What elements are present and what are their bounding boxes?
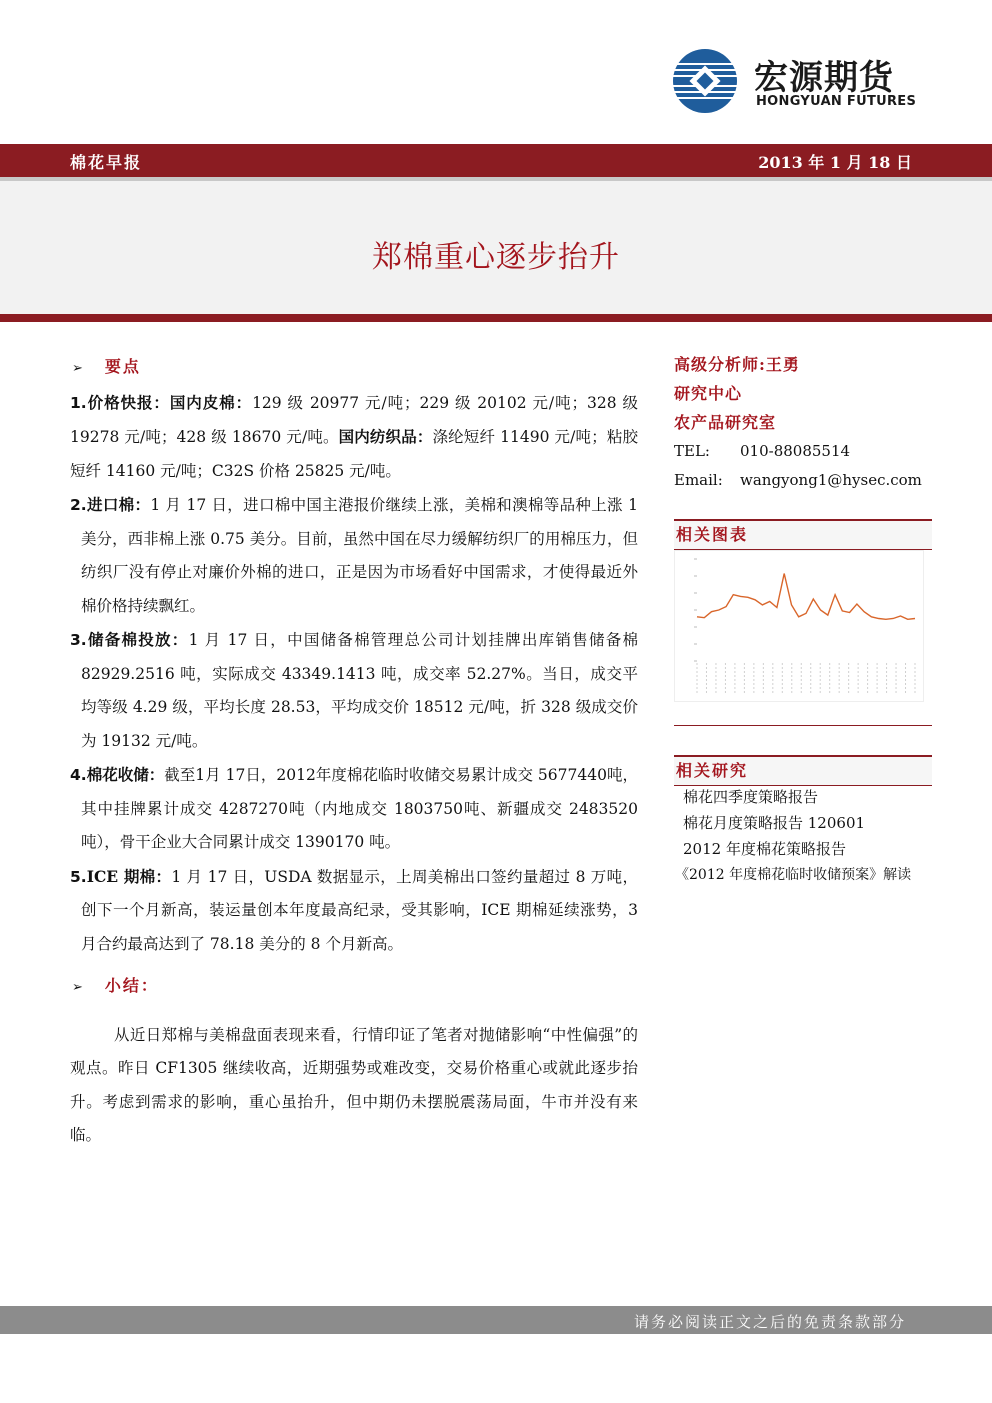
research-link[interactable]: 2012 年度棉花策略报告 bbox=[683, 840, 846, 858]
storage-item: 4.棉花收储：截至1月 17日，2012年度棉花临时收储交易累计成交 5677440吨，其中挂牌累计成交 4287270吨（内地成交 1803750吨、新疆成交 2483520吨），骨干企业大合同累计成交 1390170 吨。 bbox=[70, 765, 638, 851]
summary-heading: ➢ 小结： bbox=[72, 976, 159, 995]
arrow-bullet-icon: ➢ bbox=[72, 361, 85, 376]
logo-name-en: HONGYUAN FUTURES bbox=[756, 94, 917, 109]
research-link[interactable]: 棉花四季度策略报告 bbox=[683, 788, 819, 806]
report-date: 2013 年 1 月 18 日 bbox=[758, 153, 912, 172]
ice-item: 5.ICE 期棉：1 月 17 日，USDA 数据显示，上周美棉出口签约量超过 8 万吨，创下一个月新高，装运量创本年度最高纪录，受其影响，ICE 期棉延续涨势，3 月合约最高达到了 78.18 美分的 8 个月新高。 bbox=[70, 866, 638, 953]
analyst-name: 高级分析师:王勇 bbox=[674, 355, 800, 374]
tel-line: TEL: 010-88085514 bbox=[674, 442, 851, 460]
price-chart-svg bbox=[675, 551, 923, 701]
logo-emblem-icon bbox=[672, 48, 738, 114]
divider bbox=[674, 725, 932, 726]
page-title: 郑棉重心逐步抬升 bbox=[372, 240, 620, 275]
main-content bbox=[70, 350, 638, 1153]
research-list bbox=[675, 784, 933, 888]
arrow-bullet-icon: ➢ bbox=[72, 980, 85, 995]
series-line bbox=[697, 574, 915, 620]
email-link[interactable]: wangyong1@hysec.com bbox=[740, 471, 922, 489]
dept-agri: 农产品研究室 bbox=[674, 413, 777, 432]
disclaimer-note: 请务必阅读正文之后的免责条款部分 bbox=[633, 1313, 906, 1331]
company-logo bbox=[672, 48, 922, 114]
price-item: 1.价格快报：国内皮棉：129 级 20977 元/吨；229 级 20102 元/吨；328 级 19278 元/吨；428 级 18670 元/吨。国内纺织品：涤纶短纤 11490 元/吨；粘胶短纤 14160 元/吨；C32S 价格 25825 元/吨。 bbox=[70, 392, 638, 480]
analyst-info bbox=[674, 350, 932, 495]
price-chart bbox=[674, 550, 924, 702]
research-heading: 相关研究 bbox=[674, 755, 932, 786]
reserve-item: 3.储备棉投放：1 月 17 日，中国储备棉管理总公司计划挂牌出库销售储备棉 82929.2516 吨，实际成交 43349.1413 吨，成交率 52.27%。当日，成交平均等级 4.29 级，平均长度 28.53，平均成交价 18512 元/吨，折 328 级成交价为 19132 元/吨。 bbox=[70, 630, 638, 750]
email-line: Email: wangyong1@hysec.com bbox=[674, 471, 922, 489]
divider bbox=[0, 177, 992, 181]
import-item: 2.进口棉：1 月 17 日，进口棉中国主港报价继续上涨，美棉和澳棉等品种上涨 1 美分，西非棉上涨 0.75 美分。目前，虽然中国在尽力缓解纺织厂的用棉压力，但纺织厂没有停止对廉价外棉的进口，正是因为市场看好中国需求，才使得最近外棉价格持续飘红。 bbox=[70, 495, 638, 615]
summary-paragraph: 从近日郑棉与美棉盘面表现来看，行情印证了笔者对抛储影响“中性偏强”的观点。昨日 CF1305 继续收高，近期强势或难改变，交易价格重心或就此逐步抬升。考虑到需求的影响，重心虽抬升，但中期仍未摆脱震荡局面，牛市并没有来临。 bbox=[70, 1025, 638, 1144]
research-link[interactable]: 棉花月度策略报告 120601 bbox=[683, 814, 866, 832]
title-divider bbox=[0, 314, 992, 322]
report-type: 棉花早报 bbox=[70, 153, 143, 172]
chart-heading: 相关图表 bbox=[674, 519, 932, 550]
points-heading: ➢ 要点 bbox=[72, 357, 141, 376]
logo-name-cn: 宏源期货 bbox=[754, 58, 894, 98]
dept-research-center: 研究中心 bbox=[674, 384, 743, 403]
research-link[interactable]: 《2012 年度棉花临时收储预案》解读 bbox=[675, 867, 912, 883]
